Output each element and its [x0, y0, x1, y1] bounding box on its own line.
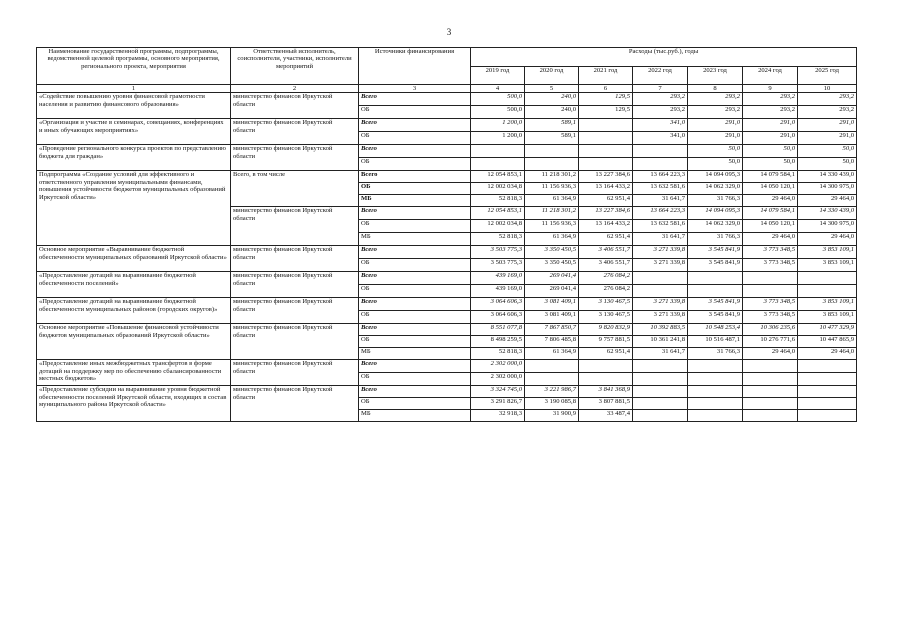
- expense-cell: 269 041,4: [525, 272, 579, 285]
- expense-cell: 50,0: [688, 158, 743, 171]
- expense-cell: [525, 360, 579, 373]
- funding-source: ОБ: [359, 158, 471, 171]
- expense-cell: 10 447 865,9: [798, 336, 857, 348]
- expense-cell: 3 081 409,1: [525, 298, 579, 311]
- expense-cell: 13 227 384,6: [579, 171, 633, 183]
- expense-cell: [633, 285, 688, 298]
- expense-cell: 2 302 000,0: [471, 373, 525, 386]
- column-number: 8: [688, 85, 743, 93]
- row-name: Основное мероприятие «Выравнивание бюджетной обеспеченности муниципальных образований Иркутской области»: [37, 246, 231, 272]
- expense-cell: [798, 386, 857, 398]
- expense-cell: [798, 272, 857, 285]
- expense-cell: 3 807 881,5: [579, 398, 633, 410]
- expense-cell: [798, 285, 857, 298]
- expense-cell: 61 364,9: [525, 233, 579, 246]
- expense-cell: [471, 158, 525, 171]
- expense-cell: 129,5: [579, 106, 633, 119]
- expense-cell: 3 324 745,0: [471, 386, 525, 398]
- funding-source: МБ: [359, 195, 471, 207]
- expense-cell: 276 084,2: [579, 272, 633, 285]
- expense-cell: 14 079 584,1: [743, 207, 798, 220]
- expense-cell: 291,0: [798, 132, 857, 145]
- row-executor: министерство финансов Иркутской области: [231, 145, 359, 171]
- funding-source: ОБ: [359, 311, 471, 324]
- expense-cell: [743, 360, 798, 373]
- funding-source: ОБ: [359, 132, 471, 145]
- page-number: 3: [446, 27, 452, 37]
- expense-cell: 52 818,3: [471, 348, 525, 360]
- row-executor: министерство финансов Иркутской области: [231, 207, 359, 246]
- table-row: [37, 324, 857, 336]
- expense-cell: [471, 145, 525, 158]
- expense-cell: [743, 410, 798, 422]
- expense-cell: 50,0: [798, 158, 857, 171]
- column-number: 9: [743, 85, 798, 93]
- expense-cell: 3 773 348,5: [743, 246, 798, 259]
- header-executor: Ответственный исполнитель, соисполнители, участники, исполнители мероприятий: [231, 48, 359, 85]
- expense-cell: 3 406 551,7: [579, 259, 633, 272]
- row-name: «Предоставление дотаций на выравнивание бюджетной обеспеченности поселений»: [37, 272, 231, 298]
- expense-cell: 7 867 850,7: [525, 324, 579, 336]
- expense-cell: 3 545 841,9: [688, 298, 743, 311]
- expense-cell: 14 050 120,1: [743, 220, 798, 233]
- funding-source: МБ: [359, 233, 471, 246]
- expense-cell: 11 218 301,2: [525, 207, 579, 220]
- expense-cell: [798, 398, 857, 410]
- expense-cell: 3 081 409,1: [525, 311, 579, 324]
- header-year: 2025 год: [798, 66, 857, 85]
- funding-source: Всего: [359, 93, 471, 106]
- expense-cell: 3 271 339,8: [633, 259, 688, 272]
- expense-cell: 589,1: [525, 119, 579, 132]
- expense-cell: [525, 158, 579, 171]
- expense-cell: 31 766,3: [688, 233, 743, 246]
- funding-source: Всего: [359, 145, 471, 158]
- expense-cell: 10 516 487,1: [688, 336, 743, 348]
- expense-cell: 3 221 986,7: [525, 386, 579, 398]
- expense-cell: 293,2: [688, 93, 743, 106]
- expense-cell: 3 064 606,3: [471, 298, 525, 311]
- expense-cell: 3 406 551,7: [579, 246, 633, 259]
- funding-source: ОБ: [359, 336, 471, 348]
- expense-cell: [743, 398, 798, 410]
- expense-cell: 3 841 368,9: [579, 386, 633, 398]
- expense-cell: 32 918,3: [471, 410, 525, 422]
- expense-cell: 29 464,0: [798, 195, 857, 207]
- expense-cell: 10 548 253,4: [688, 324, 743, 336]
- funding-source: Всего: [359, 171, 471, 183]
- funding-source: Всего: [359, 272, 471, 285]
- table-row: [37, 171, 857, 183]
- row-name: «Предоставление иных межбюджетных трансфертов в форме дотаций на поддержку мер по обеспечению сбалансированности местных бюджетов»: [37, 360, 231, 386]
- expense-cell: 500,0: [471, 93, 525, 106]
- expense-cell: 31 766,3: [688, 195, 743, 207]
- table-row: [37, 386, 857, 398]
- expense-cell: 2 302 000,0: [471, 360, 525, 373]
- expense-cell: 14 062 329,0: [688, 183, 743, 195]
- expense-cell: [688, 360, 743, 373]
- expense-cell: 13 227 384,6: [579, 207, 633, 220]
- expense-cell: [633, 373, 688, 386]
- expense-cell: 14 300 975,0: [798, 220, 857, 233]
- expense-cell: 14 050 120,1: [743, 183, 798, 195]
- expense-cell: 3 773 348,5: [743, 259, 798, 272]
- expense-cell: 291,0: [688, 132, 743, 145]
- expense-cell: 3 190 085,8: [525, 398, 579, 410]
- expense-cell: 3 291 826,7: [471, 398, 525, 410]
- expense-cell: 293,2: [743, 93, 798, 106]
- expense-cell: 439 169,0: [471, 272, 525, 285]
- expense-cell: [688, 373, 743, 386]
- expense-cell: [688, 272, 743, 285]
- expense-cell: 500,0: [471, 106, 525, 119]
- header-year: 2024 год: [743, 66, 798, 85]
- column-number: 10: [798, 85, 857, 93]
- expense-cell: 3 773 348,5: [743, 298, 798, 311]
- expense-cell: 3 853 109,1: [798, 298, 857, 311]
- expense-cell: 11 218 301,2: [525, 171, 579, 183]
- expense-cell: 10 361 241,8: [633, 336, 688, 348]
- expense-cell: [579, 132, 633, 145]
- expense-cell: 293,2: [633, 106, 688, 119]
- table-row: [37, 246, 857, 259]
- expense-cell: 50,0: [688, 145, 743, 158]
- expense-cell: 341,0: [633, 119, 688, 132]
- row-executor: министерство финансов Иркутской области: [231, 298, 359, 324]
- expense-cell: 50,0: [743, 158, 798, 171]
- expense-cell: [633, 145, 688, 158]
- table-row: [37, 360, 857, 373]
- expense-cell: 3 350 450,5: [525, 246, 579, 259]
- funding-source: ОБ: [359, 183, 471, 195]
- expense-cell: 589,1: [525, 132, 579, 145]
- expense-cell: 12 054 853,1: [471, 207, 525, 220]
- expense-cell: 3 503 775,3: [471, 246, 525, 259]
- expense-cell: [633, 360, 688, 373]
- expense-cell: [633, 410, 688, 422]
- funding-source: ОБ: [359, 259, 471, 272]
- funding-source: Всего: [359, 298, 471, 311]
- expense-cell: 8 498 259,5: [471, 336, 525, 348]
- expense-cell: 240,0: [525, 93, 579, 106]
- financing-table: [36, 47, 857, 422]
- column-number: 5: [525, 85, 579, 93]
- expense-cell: 3 545 841,9: [688, 259, 743, 272]
- expense-cell: 62 951,4: [579, 348, 633, 360]
- row-name: Основное мероприятие «Повышение финансовой устойчивости бюджетов муниципальных образований Иркутской области»: [37, 324, 231, 360]
- row-name: Подпрограмма «Создание условий для эффективного и ответственного управления муниципальными финансами, повышения устойчивости бюджетов муниципальных образований Иркутской области»: [37, 171, 231, 246]
- expense-cell: 31 641,7: [633, 233, 688, 246]
- funding-source: Всего: [359, 386, 471, 398]
- row-executor: министерство финансов Иркутской области: [231, 93, 359, 119]
- row-executor: министерство финансов Иркутской области: [231, 386, 359, 422]
- expense-cell: [579, 145, 633, 158]
- expense-cell: 1 200,0: [471, 119, 525, 132]
- funding-source: ОБ: [359, 220, 471, 233]
- expense-cell: 13 164 433,2: [579, 183, 633, 195]
- expense-cell: [798, 373, 857, 386]
- header-year: 2019 год: [471, 66, 525, 85]
- funding-source: Всего: [359, 360, 471, 373]
- expense-cell: 3 853 109,1: [798, 311, 857, 324]
- expense-cell: 293,2: [798, 106, 857, 119]
- expense-cell: 293,2: [798, 93, 857, 106]
- column-number: 3: [359, 85, 471, 93]
- expense-cell: 14 094 095,3: [688, 171, 743, 183]
- funding-source: ОБ: [359, 398, 471, 410]
- expense-cell: 50,0: [743, 145, 798, 158]
- header-year: 2023 год: [688, 66, 743, 85]
- funding-source: Всего: [359, 246, 471, 259]
- expense-cell: 129,5: [579, 93, 633, 106]
- funding-source: ОБ: [359, 373, 471, 386]
- expense-cell: [633, 272, 688, 285]
- header-year: 2020 год: [525, 66, 579, 85]
- expense-cell: 293,2: [633, 93, 688, 106]
- expense-cell: [743, 373, 798, 386]
- expense-cell: 14 094 095,3: [688, 207, 743, 220]
- table-row: [37, 298, 857, 311]
- expense-cell: 31 641,7: [633, 195, 688, 207]
- row-name: «Организация и участие в семинарах, совещаниях, конференциях и иных обучающих мероприятиях»: [37, 119, 231, 145]
- expense-cell: 9 757 881,5: [579, 336, 633, 348]
- expense-cell: 3 130 467,5: [579, 311, 633, 324]
- expense-cell: 11 156 936,3: [525, 220, 579, 233]
- expense-cell: 52 818,3: [471, 233, 525, 246]
- expense-cell: 240,0: [525, 106, 579, 119]
- row-executor: министерство финансов Иркутской области: [231, 272, 359, 298]
- expense-cell: 1 200,0: [471, 132, 525, 145]
- expense-cell: 61 364,9: [525, 195, 579, 207]
- funding-source: Всего: [359, 207, 471, 220]
- row-name: «Предоставление субсидии на выравнивание уровня бюджетной обеспеченности поселений Иркутской области, входящих в состав муниципального района Иркутской области»: [37, 386, 231, 422]
- header-name: Наименование государственной программы, подпрограммы, ведомственной целевой программы, основного мероприятия, регионального проекта, мероприятия: [37, 48, 231, 85]
- expense-cell: 50,0: [798, 145, 857, 158]
- expense-cell: 291,0: [743, 119, 798, 132]
- expense-cell: 3 271 339,8: [633, 298, 688, 311]
- table-row: [37, 119, 857, 132]
- funding-source: Всего: [359, 324, 471, 336]
- expense-cell: 3 064 606,3: [471, 311, 525, 324]
- expense-cell: [579, 373, 633, 386]
- expense-cell: 269 041,4: [525, 285, 579, 298]
- expense-cell: 62 951,4: [579, 233, 633, 246]
- row-name: «Предоставление дотаций на выравнивание бюджетной обеспеченности муниципальных районов (городских округов)»: [37, 298, 231, 324]
- expense-cell: [633, 398, 688, 410]
- row-executor: министерство финансов Иркутской области: [231, 119, 359, 145]
- row-executor: министерство финансов Иркутской области: [231, 324, 359, 360]
- expense-cell: 33 487,4: [579, 410, 633, 422]
- expense-cell: 14 330 439,0: [798, 171, 857, 183]
- header-expenses: Расходы (тыс.руб.), годы: [471, 48, 857, 67]
- row-name: «Проведение регионального конкурса проектов по представлению бюджета для граждан»: [37, 145, 231, 171]
- expense-cell: [579, 360, 633, 373]
- expense-cell: 13 164 433,2: [579, 220, 633, 233]
- expense-cell: 62 951,4: [579, 195, 633, 207]
- expense-cell: 3 545 841,9: [688, 246, 743, 259]
- expense-cell: 10 306 235,6: [743, 324, 798, 336]
- expense-cell: [688, 285, 743, 298]
- expense-cell: [688, 410, 743, 422]
- funding-source: МБ: [359, 410, 471, 422]
- expense-cell: 293,2: [743, 106, 798, 119]
- expense-cell: 341,0: [633, 132, 688, 145]
- expense-cell: 29 464,0: [743, 348, 798, 360]
- header-source: Источники финансирования: [359, 48, 471, 85]
- expense-cell: 10 392 883,5: [633, 324, 688, 336]
- column-number: 2: [231, 85, 359, 93]
- expense-cell: 11 156 936,3: [525, 183, 579, 195]
- expense-cell: 29 464,0: [743, 233, 798, 246]
- column-number: 7: [633, 85, 688, 93]
- expense-cell: 12 002 034,8: [471, 183, 525, 195]
- row-executor: Всего, в том числе: [231, 171, 359, 207]
- row-executor: министерство финансов Иркутской области: [231, 360, 359, 386]
- expense-cell: 10 477 329,9: [798, 324, 857, 336]
- expense-cell: 3 130 467,5: [579, 298, 633, 311]
- expense-cell: 31 641,7: [633, 348, 688, 360]
- expense-cell: 61 364,9: [525, 348, 579, 360]
- expense-cell: 14 330 439,0: [798, 207, 857, 220]
- expense-cell: 52 818,3: [471, 195, 525, 207]
- funding-source: ОБ: [359, 285, 471, 298]
- row-executor: министерство финансов Иркутской области: [231, 246, 359, 272]
- expense-cell: 29 464,0: [743, 195, 798, 207]
- expense-cell: [579, 119, 633, 132]
- expense-cell: 13 632 581,6: [633, 220, 688, 233]
- expense-cell: 3 545 841,9: [688, 311, 743, 324]
- row-name: «Содействие повышению уровня финансовой грамотности населения и развитию финансового образования»: [37, 93, 231, 119]
- expense-cell: 291,0: [688, 119, 743, 132]
- column-number: 1: [37, 85, 231, 93]
- expense-cell: 291,0: [743, 132, 798, 145]
- expense-cell: [525, 145, 579, 158]
- header-year: 2021 год: [579, 66, 633, 85]
- expense-cell: 3 271 339,8: [633, 246, 688, 259]
- expense-cell: 3 350 450,5: [525, 259, 579, 272]
- expense-cell: 14 062 329,0: [688, 220, 743, 233]
- funding-source: МБ: [359, 348, 471, 360]
- expense-cell: [743, 272, 798, 285]
- table-row: [37, 145, 857, 158]
- expense-cell: 12 054 853,1: [471, 171, 525, 183]
- expense-cell: 14 300 975,0: [798, 183, 857, 195]
- expense-cell: 3 853 109,1: [798, 246, 857, 259]
- table-row: [37, 93, 857, 106]
- funding-source: Всего: [359, 119, 471, 132]
- expense-cell: 31 766,3: [688, 348, 743, 360]
- expense-cell: 3 773 348,5: [743, 311, 798, 324]
- column-number: 4: [471, 85, 525, 93]
- funding-source: ОБ: [359, 106, 471, 119]
- expense-cell: 439 169,0: [471, 285, 525, 298]
- expense-cell: 276 084,2: [579, 285, 633, 298]
- expense-cell: [525, 373, 579, 386]
- expense-cell: [688, 386, 743, 398]
- expense-cell: 293,2: [688, 106, 743, 119]
- expense-cell: [633, 158, 688, 171]
- expense-cell: 9 820 832,9: [579, 324, 633, 336]
- expense-cell: 29 464,0: [798, 348, 857, 360]
- expense-cell: [579, 158, 633, 171]
- header-year: 2022 год: [633, 66, 688, 85]
- expense-cell: 13 664 223,3: [633, 207, 688, 220]
- expense-cell: 291,0: [798, 119, 857, 132]
- expense-cell: 3 853 109,1: [798, 259, 857, 272]
- expense-cell: [688, 398, 743, 410]
- expense-cell: 12 002 034,8: [471, 220, 525, 233]
- expense-cell: [633, 386, 688, 398]
- expense-cell: 29 464,0: [798, 233, 857, 246]
- expense-cell: 31 900,9: [525, 410, 579, 422]
- expense-cell: 10 276 771,6: [743, 336, 798, 348]
- expense-cell: [798, 360, 857, 373]
- expense-cell: [743, 285, 798, 298]
- expense-cell: 13 664 223,3: [633, 171, 688, 183]
- table-row: [37, 272, 857, 285]
- column-number: 6: [579, 85, 633, 93]
- expense-cell: 8 551 077,8: [471, 324, 525, 336]
- expense-cell: 13 632 581,6: [633, 183, 688, 195]
- expense-cell: [798, 410, 857, 422]
- expense-cell: [743, 386, 798, 398]
- expense-cell: 3 271 339,8: [633, 311, 688, 324]
- expense-cell: 14 079 584,1: [743, 171, 798, 183]
- expense-cell: 3 503 775,3: [471, 259, 525, 272]
- expense-cell: 7 806 485,8: [525, 336, 579, 348]
